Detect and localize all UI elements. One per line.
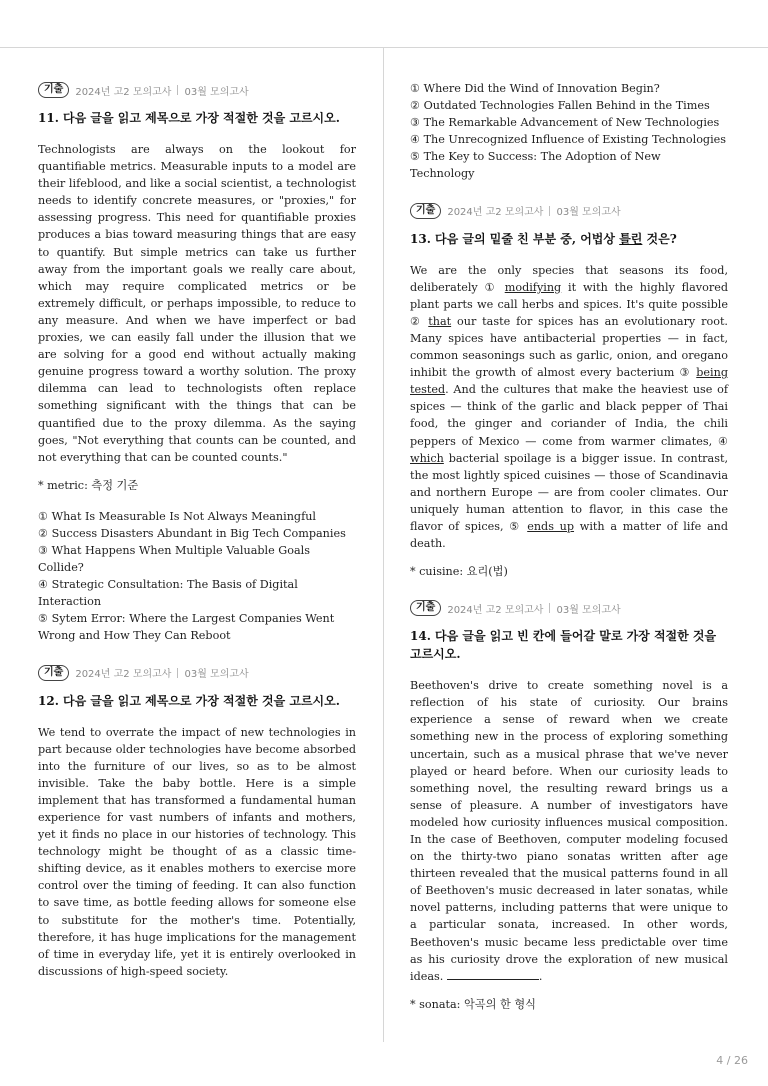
title-underlined: 틀린 (619, 231, 643, 246)
question-title: 14. 다음 글을 읽고 빈 칸에 들어갈 말로 가장 적절한 것을 고르시오. (410, 629, 717, 662)
meta-separator (177, 85, 178, 95)
vocab-note: * sonata: 악곡의 한 형식 (410, 997, 536, 1011)
exam-month: 03월 모의고사 (184, 86, 249, 98)
question-12 (38, 663, 356, 980)
passage-text: Beethoven's drive to create something novel is a reflection of his state of curiosity. Our brains experience a sense of reward when we create something new in the process of exploring something uncertain, such as a musical phrase that we've never played or heard before. When our curiosity leads to something novel, the resulting reward brings us a sense of pleasure. A number of investigators have modeled how curiosity influences musical composition. In the case of Beethoven, computer modeling focused on the thirty-two piano sonatas written after age thirteen revealed that the musical patterns found in all of Beethoven's music decreased in later sonatas, while novel patterns, including patterns that were unique to a particular sonata, increased. In other words, Beethoven's music became less predictable over time as his curiosity drove the exploration of new musical ideas. (410, 679, 728, 983)
question-passage: We tend to overrate the impact of new technologies in part because older technologies have become absorbed into the furniture of our lives, so as to be almost invisible. Take the baby bottle. Here is a simple implement that has transformed a fundamental human experience for vast numbers of infants and mothers, yet it finds no place in our histories of technology. This technology might be thought of as a classic time-shifting device, as it enables mothers to exercise more control over the timing of feeding. It can also function to save time, as bottle feeding allows for someone else to substitute for the mother's time. Potentially, therefore, it has huge implications for the management of time in everyday life, yet it is entirely overlooked in discussions of high-speed society. (38, 725, 356, 978)
choice-4[interactable]: ④ The Unrecognized Influence of Existing Technologies (410, 133, 727, 147)
vocab-note: * metric: 측정 기준 (38, 478, 139, 492)
meta-separator (177, 668, 178, 678)
choice-2[interactable]: ② Success Disasters Abundant in Big Tech Companies (38, 526, 346, 540)
header-divider (0, 47, 768, 48)
question-passage: Technologists are always on the lookout for quantifiable metrics. Measurable inputs to a model are their lifeblood, and like a social scientist, a technologist needs to identify concrete measures, or "proxies," for assessing progress. This need for quantifiable proxies produces a bias toward measuring things that are easy to quantify. But simple metrics can take us further away from the important goals we really care about, which may require complicated metrics or be extremely difficult, or perhaps impossible, to reduce to any measure. And when we have imperfect or bad proxies, we can easily fall under the illusion that we are solving for a good end without actually making genuine progress toward a worthy solution. The proxy dilemma can lead to technologists often replace something significant with the things that can be quantified due to the proxy dilemma. As the saying goes, "Not everything that counts can be counted, and not everything that can be counted counts." (38, 143, 356, 464)
passage-text: bacterial spoilage is a bigger issue. In contrast, the most lightly spiced cuisines — those of Scandinavia and northern Europe — are from cooler climates. Our uniquely human attention to flavor, in this case the flavor of spices, ⑤ (410, 451, 728, 533)
exam-month: 03월 모의고사 (184, 669, 249, 681)
question-14 (410, 598, 728, 1013)
underlined-3: being tested (410, 366, 728, 397)
exam-year: 2024년 고2 모의고사 (447, 604, 544, 616)
question-title: 11. 다음 글을 읽고 제목으로 가장 적절한 것을 고르시오. (38, 111, 340, 125)
question-meta (410, 598, 728, 618)
title-text: 13. 다음 글의 밑줄 친 부분 중, 어법상 (410, 231, 620, 246)
vocab-note: * cuisine: 요리(법) (410, 565, 508, 579)
passage-text: it with the highly flavored plant parts we call herbs and spices. It's quite possible ② (410, 280, 728, 328)
question-title: 12. 다음 글을 읽고 제목으로 가장 적절한 것을 고르시오. (38, 693, 340, 708)
exam-badge: 기출 (410, 203, 441, 219)
question-11 (38, 80, 356, 645)
exam-badge: 기출 (410, 600, 441, 616)
column-divider (383, 48, 384, 1042)
underlined-4: which (410, 451, 444, 465)
underlined-2: that (428, 314, 452, 328)
question-13 (410, 201, 728, 581)
passage-text: our taste for spices has an evolutionary root. Many spices have antibacterial properties — in fact, common seasonings such as garlic, onion, and oregano inhibit the growth of almost every bacterium ③ (410, 314, 728, 380)
exam-year: 2024년 고2 모의고사 (75, 86, 172, 98)
choice-1[interactable]: ① Where Did the Wind of Innovation Begin? (410, 82, 660, 95)
question-passage (410, 677, 728, 985)
question-12-choices (410, 80, 728, 183)
question-meta (38, 663, 356, 683)
question-meta (38, 80, 356, 100)
question-title (410, 230, 728, 248)
title-text-end: 것은? (642, 231, 677, 246)
choice-5[interactable]: ⑤ Sytem Error: Where the Largest Companies Went Wrong and How They Can Reboot (38, 612, 335, 643)
left-column (38, 80, 356, 998)
exam-month: 03월 모의고사 (556, 207, 621, 219)
answer-choices (410, 80, 728, 183)
choice-2[interactable]: ② Outdated Technologies Fallen Behind in the Times (410, 99, 710, 113)
choice-1[interactable]: ① What Is Measurable Is Not Always Meaningful (38, 509, 316, 523)
choice-3[interactable]: ③ What Happens When Multiple Valuable Goals Collide? (38, 543, 310, 575)
exam-month: 03월 모의고사 (556, 604, 621, 616)
underlined-1: modifying (504, 280, 562, 294)
exam-year: 2024년 고2 모의고사 (447, 207, 544, 219)
right-column (410, 80, 728, 1031)
answer-choices (38, 508, 356, 645)
answer-blank (447, 968, 539, 980)
choice-4[interactable]: ④ Strategic Consultation: The Basis of Digital Interaction (38, 578, 298, 609)
page-number: 4 / 26 (716, 1054, 748, 1067)
exam-badge: 기출 (38, 665, 69, 681)
passage-text: We are the only species that seasons its food, deliberately ① (410, 263, 728, 294)
passage-end: . (538, 969, 543, 983)
exam-badge: 기출 (38, 82, 69, 98)
meta-separator (549, 603, 550, 613)
passage-text: . And the cultures that make the heaviest use of spices — think of the garlic and black pepper of Thai food, the ginger and coriander of India, the chili peppers of Mexico — come from warmer climates, ④ (410, 383, 728, 448)
question-passage (410, 262, 728, 553)
question-meta (410, 201, 728, 221)
meta-separator (549, 206, 550, 216)
passage-text: with a matter of life and death. (410, 519, 728, 551)
choice-5[interactable]: ⑤ The Key to Success: The Adoption of New Technology (410, 150, 661, 181)
underlined-5: ends up (527, 519, 575, 533)
exam-year: 2024년 고2 모의고사 (75, 669, 172, 681)
choice-3[interactable]: ③ The Remarkable Advancement of New Technologies (410, 116, 720, 130)
